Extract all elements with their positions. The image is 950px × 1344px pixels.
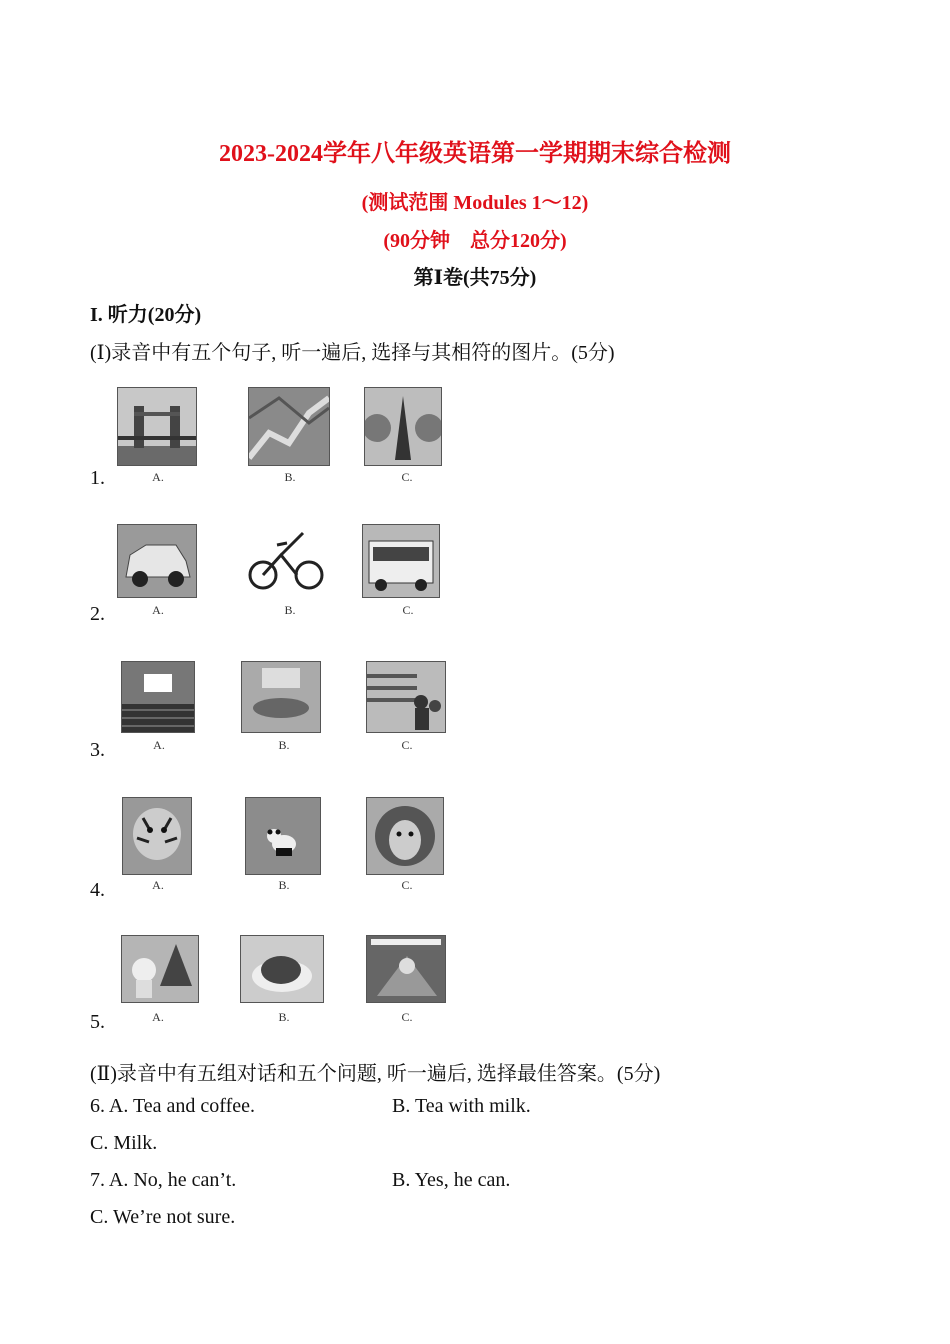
great-wall-picture[interactable] <box>248 387 330 466</box>
option-b-label: B. <box>278 1010 290 1024</box>
option-b-label: B. <box>284 470 296 484</box>
option-a-label: A. <box>152 603 164 617</box>
question-6-option-c[interactable]: C. Milk. <box>90 1132 158 1154</box>
question-7-option-c[interactable]: C. We’re not sure. <box>90 1206 236 1228</box>
car-picture[interactable] <box>117 524 197 598</box>
christmas-picture[interactable] <box>121 935 199 1003</box>
spring-festival-picture[interactable] <box>366 935 446 1003</box>
roast-turkey-picture[interactable] <box>240 935 324 1003</box>
option-b-label: B. <box>278 738 290 752</box>
meeting-room-picture[interactable] <box>241 661 321 733</box>
option-b-label: B. <box>284 603 296 617</box>
question-number: 1. <box>90 467 105 489</box>
question-number: 3. <box>90 739 105 761</box>
option-a-label: A. <box>152 878 164 892</box>
option-c-label: C. <box>401 738 413 752</box>
panda-picture[interactable] <box>245 797 321 875</box>
option-c-label: C. <box>401 470 413 484</box>
exam-title: 2023-2024学年八年级英语第一学期期末综合检测 <box>219 141 731 167</box>
option-c-label: C. <box>401 878 413 892</box>
lion-picture[interactable] <box>366 797 444 875</box>
option-b-label: B. <box>278 878 290 892</box>
tower-bridge-picture[interactable] <box>117 387 197 466</box>
test-scope: (测试范围 Modules 1～12) <box>361 192 589 214</box>
question-number: 4. <box>90 879 105 901</box>
option-a-label: A. <box>152 470 164 484</box>
question-7-option-a[interactable]: 7. A. No, he can’t. <box>90 1169 237 1191</box>
tiger-picture[interactable] <box>122 797 192 875</box>
question-7-option-b[interactable]: B. Yes, he can. <box>392 1169 511 1191</box>
option-c-label: C. <box>402 603 414 617</box>
option-a-label: A. <box>153 738 165 752</box>
question-6-option-a[interactable]: 6. A. Tea and coffee. <box>90 1095 256 1117</box>
bus-picture[interactable] <box>362 524 440 598</box>
section-heading: I. 听力(20分) <box>90 304 202 326</box>
question-number: 5. <box>90 1011 105 1033</box>
part2-instruction: (Ⅱ)录音中有五组对话和五个问题, 听一遍后, 选择最佳答案。(5分) <box>90 1063 661 1085</box>
part1-instruction: (Ⅰ)录音中有五个句子, 听一遍后, 选择与其相符的图片。(5分) <box>90 342 615 364</box>
question-6-option-b[interactable]: B. Tea with milk. <box>392 1095 531 1117</box>
question-number: 2. <box>90 603 105 625</box>
volume-heading: 第Ⅰ卷(共75分) <box>413 267 537 289</box>
option-a-label: A. <box>152 1010 164 1024</box>
supermarket-picture[interactable] <box>366 661 446 733</box>
cinema-picture[interactable] <box>121 661 195 733</box>
bicycle-picture[interactable] <box>246 524 326 598</box>
eiffel-tower-picture[interactable] <box>364 387 442 466</box>
time-and-score: (90分钟 总分120分) <box>383 230 567 252</box>
option-c-label: C. <box>401 1010 413 1024</box>
